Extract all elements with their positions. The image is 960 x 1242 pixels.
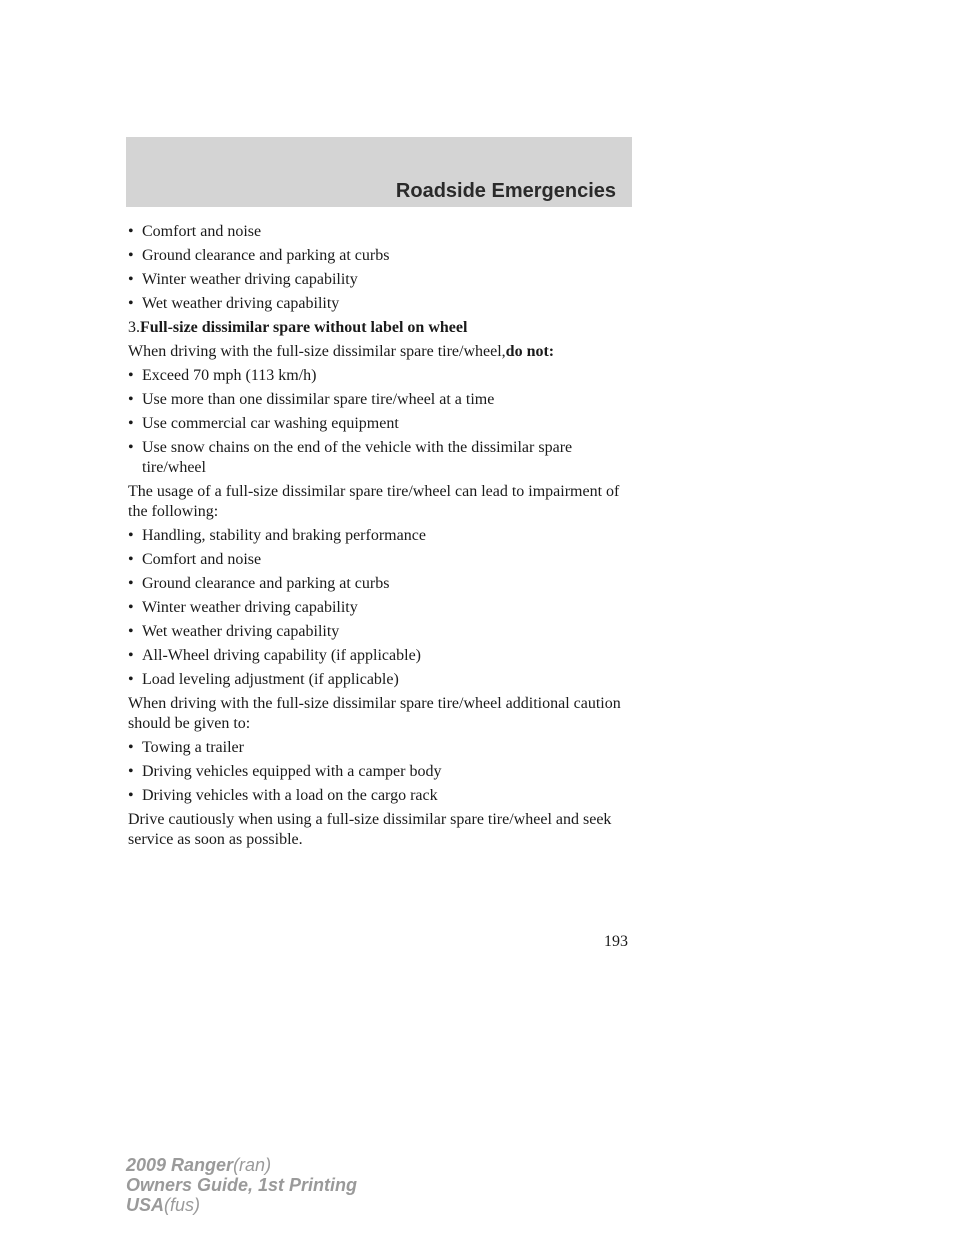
bullet-icon: •: [128, 671, 134, 688]
footer: [126, 1155, 357, 1215]
list-item: • Exceed 70 mph (113 km/h): [128, 367, 317, 384]
bullet-icon: •: [128, 271, 134, 288]
numbered-heading: 3.Full-size dissimilar spare without label on wheel: [128, 319, 468, 336]
bullet-icon: •: [128, 439, 134, 456]
list-item: • Ground clearance and parking at curbs: [128, 247, 390, 264]
list-item: • Comfort and noise: [128, 551, 262, 568]
paragraph: Drive cautiously when using a full-size dissimilar spare tire/wheel and seek service as soon as possible.: [128, 811, 612, 848]
bullet-icon: •: [128, 295, 134, 312]
section-title: Roadside Emergencies: [395, 180, 616, 202]
bullet-icon: •: [128, 223, 134, 240]
bullet-icon: •: [128, 575, 134, 592]
list-item: • Driving vehicles equipped with a camper body: [128, 763, 442, 780]
list-item: • Ground clearance and parking at curbs: [128, 575, 390, 592]
bullet-icon: •: [128, 247, 134, 264]
bullet-icon: •: [128, 527, 134, 544]
list-item: • Wet weather driving capability: [128, 623, 340, 640]
list-item: • Wet weather driving capability: [128, 295, 340, 312]
page-content: [128, 222, 628, 854]
bullet-icon: •: [128, 763, 134, 780]
bullet-icon: •: [128, 787, 134, 804]
page-number: 193: [604, 933, 628, 950]
list-item: • Use snow chains on the end of the vehicle with the dissimilar spare tire/wheel: [128, 439, 573, 476]
bullet-list: [128, 738, 628, 806]
footer-line-1: 2009 Ranger(ran): [126, 1155, 272, 1175]
list-item: • Load leveling adjustment (if applicable): [128, 671, 399, 688]
list-item: • Use more than one dissimilar spare tire/wheel at a time: [128, 391, 495, 408]
paragraph: The usage of a full-size dissimilar spare tire/wheel can lead to impairment of the following:: [128, 483, 620, 520]
list-item: • Driving vehicles with a load on the cargo rack: [128, 787, 438, 804]
bullet-icon: •: [128, 415, 134, 432]
list-item: • Comfort and noise: [128, 223, 262, 240]
paragraph: When driving with the full-size dissimilar spare tire/wheel,do not:: [128, 343, 555, 360]
bullet-list: [128, 222, 628, 314]
section-header-band: [126, 137, 632, 207]
bullet-icon: •: [128, 367, 134, 384]
list-item: • Winter weather driving capability: [128, 599, 358, 616]
bullet-list: [128, 526, 628, 690]
footer-line-2: Owners Guide, 1st Printing: [126, 1175, 358, 1195]
list-item: • Towing a trailer: [128, 739, 244, 756]
paragraph: When driving with the full-size dissimilar spare tire/wheel additional caution should be given to:: [128, 695, 621, 732]
footer-line-3: USA(fus): [126, 1195, 201, 1215]
bullet-icon: •: [128, 739, 134, 756]
list-item: • Handling, stability and braking performance: [128, 527, 426, 544]
bullet-icon: •: [128, 623, 134, 640]
bullet-icon: •: [128, 551, 134, 568]
list-item: • All-Wheel driving capability (if applicable): [128, 647, 421, 664]
bullet-list: [128, 366, 628, 478]
list-item: • Winter weather driving capability: [128, 271, 358, 288]
bullet-icon: •: [128, 647, 134, 664]
bullet-icon: •: [128, 391, 134, 408]
list-item: • Use commercial car washing equipment: [128, 415, 399, 432]
bullet-icon: •: [128, 599, 134, 616]
